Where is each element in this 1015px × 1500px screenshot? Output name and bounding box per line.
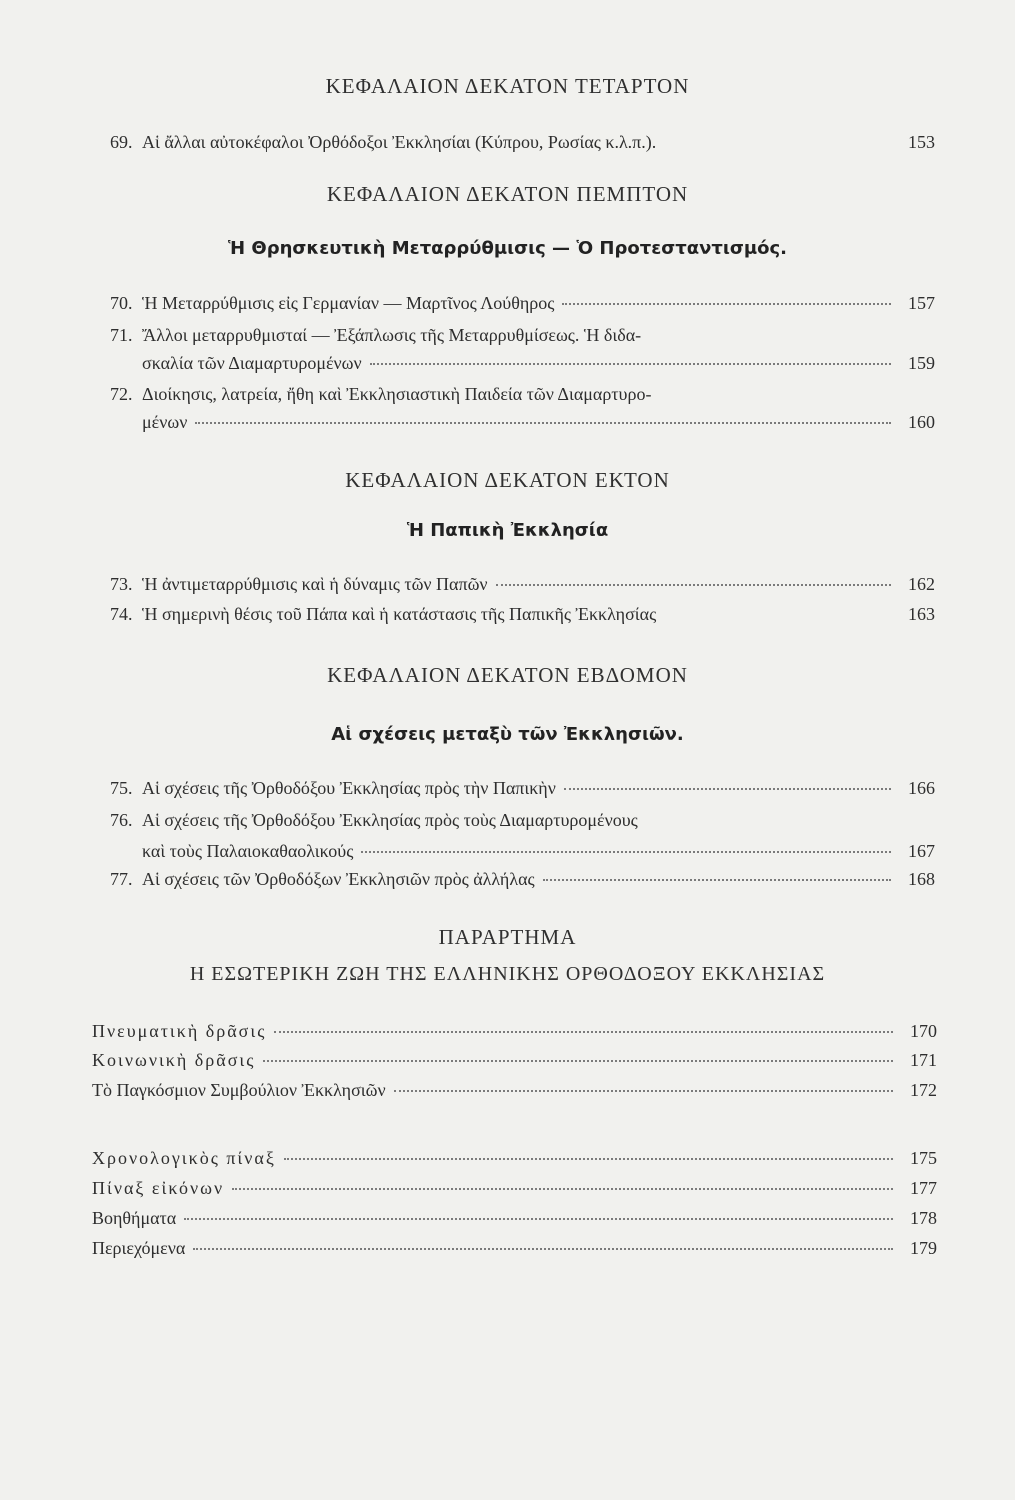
entry-page: 159: [908, 353, 935, 373]
toc-entry-70: [110, 290, 935, 316]
dot-leader: [496, 584, 891, 586]
entry-title: Ἡ σημερινὴ θέσις τοῦ Πάπα καὶ ἡ κατάστασις τῆς Παπικῆς Ἐκκλησίας: [142, 604, 657, 624]
dot-leader: [394, 1090, 893, 1092]
dot-leader: [263, 1060, 893, 1062]
toc-backmatter-entry: [92, 1145, 937, 1171]
chapter-15-subtitle: Ἡ Θρησκευτικὴ Μεταρρύθμισις — Ὁ Προτεσταντισμός.: [228, 238, 787, 259]
toc-entry-77: [110, 866, 935, 892]
entry-title: Κοινωνικὴ δρᾶσις: [92, 1050, 256, 1070]
appendix-label: ΠΑΡΑΡΤΗΜΑ: [438, 925, 577, 949]
entry-page: 167: [908, 841, 935, 861]
toc-appendix-entry: [92, 1077, 937, 1103]
chapter-14-heading: ΚΕΦΑΛΑΙΟΝ ΔΕΚΑΤΟΝ ΤΕΤΑΡΤΟΝ: [325, 74, 690, 98]
chapter-17-heading: ΚΕΦΑΛΑΙΟΝ ΔΕΚΑΤΟΝ ΕΒΔΟΜΟΝ: [327, 663, 688, 687]
entry-title: Ἄλλοι μεταρρυθμισταί — Ἐξάπλωσις τῆς Μεταρρυθμίσεως. Ἡ διδα-: [142, 325, 642, 345]
entry-page: 172: [910, 1080, 937, 1100]
dot-leader: [562, 303, 891, 305]
chapter-16-heading: ΚΕΦΑΛΑΙΟΝ ΔΕΚΑΤΟΝ ΕΚΤΟΝ: [345, 468, 670, 492]
entry-number: 72.: [110, 384, 133, 404]
entry-title: Βοηθήματα: [92, 1208, 177, 1228]
toc-entry-71: [110, 322, 935, 376]
dot-leader: [184, 1218, 893, 1220]
entry-title: Ἡ ἀντιμεταρρύθμισις καὶ ἡ δύναμις τῶν Παπῶν: [142, 574, 488, 594]
entry-title: Πνευματικὴ δρᾶσις: [92, 1021, 267, 1041]
dot-leader: [274, 1031, 893, 1033]
toc-appendix-entry: [92, 1047, 937, 1073]
entry-number: 77.: [110, 869, 133, 889]
entry-page: 153: [908, 132, 935, 152]
dot-leader: [232, 1188, 893, 1190]
chapter-17-subtitle: Αἱ σχέσεις μεταξὺ τῶν Ἐκκλησιῶν.: [331, 724, 684, 745]
entry-title: Χρονολογικὸς πίναξ: [92, 1148, 276, 1168]
toc-appendix-entry: [92, 1018, 937, 1044]
chapter-15-heading: ΚΕΦΑΛΑΙΟΝ ΔΕΚΑΤΟΝ ΠΕΜΠΤΟΝ: [326, 182, 689, 206]
entry-page: 178: [910, 1208, 937, 1228]
dot-leader: [543, 879, 891, 881]
entry-title: Ἡ Μεταρρύθμισις εἰς Γερμανίαν — Μαρτῖνος Λούθηρος: [142, 293, 555, 313]
entry-title: Αἱ σχέσεις τῆς Ὀρθοδόξου Ἐκκλησίας πρὸς τοὺς Διαμαρτυρομένους: [142, 810, 638, 830]
entry-title: Αἱ ἄλλαι αὐτοκέφαλοι Ὀρθόδοξοι Ἐκκλησίαι (Κύπρου, Ρωσίας κ.λ.π.).: [142, 132, 657, 152]
entry-title: Αἱ σχέσεις τῆς Ὀρθοδόξου Ἐκκλησίας πρὸς τὴν Παπικὴν: [142, 778, 556, 798]
entry-page: 166: [908, 778, 935, 798]
toc-entry-69: [110, 129, 935, 155]
entry-title: Διοίκησις, λατρεία, ἤθη καὶ Ἐκκλησιαστικὴ Παιδεία τῶν Διαμαρτυρο-: [142, 384, 652, 404]
entry-page: 163: [908, 604, 935, 624]
dot-leader: [284, 1158, 893, 1160]
entry-number: 73.: [110, 574, 133, 594]
toc-entry-76: [110, 807, 935, 864]
dot-leader: [370, 363, 891, 365]
dot-leader: [193, 1248, 893, 1250]
chapter-16-subtitle: Ἡ Παπικὴ Ἐκκλησία: [406, 520, 609, 541]
dot-leader: [361, 851, 891, 853]
entry-number: 71.: [110, 325, 133, 345]
entry-title: Τὸ Παγκόσμιον Συμβούλιον Ἐκκλησιῶν: [92, 1080, 386, 1100]
toc-backmatter-entry: [92, 1175, 937, 1201]
entry-page: 175: [910, 1148, 937, 1168]
entry-title: Αἱ σχέσεις τῶν Ὀρθοδόξων Ἐκκλησιῶν πρὸς ἀλλήλας: [142, 869, 535, 889]
entry-number: 74.: [110, 604, 133, 624]
entry-page: 179: [910, 1238, 937, 1258]
entry-page: 162: [908, 574, 935, 594]
entry-title: Περιεχόμενα: [92, 1238, 186, 1258]
entry-page: 170: [910, 1021, 937, 1041]
toc-entry-73: [110, 571, 935, 597]
entry-title-continued: σκαλία τῶν Διαμαρτυρομένων: [142, 353, 362, 373]
entry-page: 168: [908, 869, 935, 889]
entry-page: 171: [910, 1050, 937, 1070]
entry-title-continued: μένων: [142, 412, 188, 432]
dot-leader: [564, 788, 891, 790]
toc-entry-72: [110, 381, 935, 435]
entry-title-continued: καὶ τοὺς Παλαιοκαθαολικούς: [142, 841, 354, 861]
entry-number: 70.: [110, 293, 133, 313]
toc-backmatter-entry: [92, 1205, 937, 1231]
entry-number: 75.: [110, 778, 133, 798]
entry-number: 69.: [110, 132, 133, 152]
entry-page: 177: [910, 1178, 937, 1198]
entry-page: 157: [908, 293, 935, 313]
entry-page: 160: [908, 412, 935, 432]
toc-backmatter-entry: [92, 1235, 937, 1261]
toc-entry-75: [110, 775, 935, 801]
entry-title: Πίναξ εἰκόνων: [92, 1178, 225, 1198]
appendix-heading: Η ΕΣΩΤΕΡΙΚΗ ΖΩΗ ΤΗΣ ΕΛΛΗΝΙΚΗΣ ΟΡΘΟΔΟΞΟΥ ΕΚΚΛΗΣΙΑΣ: [189, 963, 826, 985]
dot-leader: [195, 422, 891, 424]
toc-entry-74: [110, 601, 935, 627]
entry-number: 76.: [110, 810, 133, 830]
